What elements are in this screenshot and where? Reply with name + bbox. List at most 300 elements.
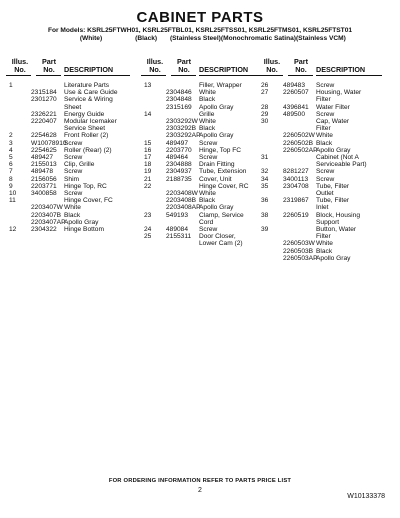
illus-number [141, 204, 166, 211]
part-number: 489497 [166, 139, 189, 147]
parts-row [141, 168, 266, 175]
illus-number: 26 [261, 82, 269, 89]
header-part: Part [294, 57, 308, 66]
illus-number: 12 [9, 226, 17, 234]
part-description: Front Roller (2) [64, 132, 109, 140]
part-number [31, 82, 64, 89]
header-rule [64, 75, 130, 76]
illus-number: 1 [9, 82, 13, 89]
part-description: White [199, 89, 216, 97]
parts-row [6, 89, 131, 96]
part-number [31, 104, 64, 111]
parts-row [6, 96, 131, 103]
part-number [283, 226, 316, 233]
part-number [166, 240, 199, 247]
header-illus: Illus. [11, 57, 29, 66]
parts-row [258, 190, 383, 197]
part-number [283, 190, 316, 197]
parts-row [258, 233, 383, 240]
header-rule [141, 75, 166, 76]
part-description: Screw [199, 139, 218, 147]
parts-row [258, 132, 383, 139]
part-number: 2326221 [31, 110, 57, 118]
part-description: Filler, Wrapper [199, 82, 242, 89]
parts-row [141, 161, 266, 168]
part-number: 2254628 [31, 132, 57, 140]
part-number: 2315184 [31, 89, 57, 97]
parts-row [141, 226, 266, 233]
illus-number [258, 240, 283, 247]
part-description: Hinge Bottom [64, 226, 104, 234]
part-number: 2303292W [166, 118, 198, 126]
part-description: Block, Housing [316, 211, 360, 219]
parts-row [141, 82, 266, 89]
part-number [283, 125, 316, 132]
part-number: 2188735 [166, 175, 192, 183]
part-description: Grille [199, 110, 215, 118]
part-number: 2260502AP [283, 146, 318, 154]
part-number: 4396841 [283, 103, 309, 111]
part-description: Cord [199, 218, 214, 226]
illus-number: 23 [144, 211, 152, 219]
part-number: 489427 [31, 154, 54, 162]
parts-row [141, 154, 266, 161]
illus-number [258, 147, 283, 154]
parts-row [6, 154, 131, 161]
illus-number: 22 [144, 182, 152, 190]
parts-row [258, 147, 383, 154]
header-part: Part [177, 57, 191, 66]
parts-row [258, 140, 383, 147]
part-number: 2304937 [166, 168, 192, 176]
part-description: Filter [316, 96, 331, 104]
parts-row [258, 89, 383, 96]
illus-number [6, 212, 31, 219]
illus-number: 36 [261, 197, 269, 205]
parts-row [6, 226, 131, 233]
parts-row [141, 140, 266, 147]
illus-number: 18 [144, 161, 152, 169]
parts-row [141, 147, 266, 154]
illus-number: 21 [144, 175, 152, 183]
parts-row [6, 161, 131, 168]
illus-number: 25 [144, 233, 152, 241]
part-number [166, 82, 199, 89]
parts-row [6, 168, 131, 175]
parts-row [258, 125, 383, 132]
column-header [141, 58, 266, 82]
illus-number: 7 [9, 168, 13, 176]
parts-row [6, 132, 131, 139]
parts-column-3 [258, 58, 383, 262]
illus-number [141, 132, 166, 139]
model-list [0, 27, 400, 43]
parts-row [258, 161, 383, 168]
parts-row [141, 176, 266, 183]
part-number [166, 219, 199, 226]
model-colors: (White) (Black) (Stainless Steel)(Monochromatic Satina)(Stainless VCM) [54, 35, 346, 42]
parts-row [141, 219, 266, 226]
illus-number [6, 96, 31, 103]
part-description: Black [199, 125, 216, 133]
header-description: DESCRIPTION [199, 65, 249, 74]
illus-number [258, 161, 283, 168]
illus-number [258, 125, 283, 132]
part-number [31, 125, 64, 132]
part-number: 2203408B [166, 197, 197, 205]
parts-row [258, 183, 383, 190]
illus-number: 9 [9, 182, 13, 190]
part-description: Screw [316, 110, 335, 118]
part-description: Apollo Gray [316, 146, 351, 154]
part-description: Screw [199, 154, 218, 162]
part-number [283, 118, 316, 125]
parts-row [141, 132, 266, 139]
illus-number: 16 [144, 146, 152, 154]
illus-number [258, 140, 283, 147]
part-number: 2304888 [166, 161, 192, 169]
part-description: Energy Guide [64, 110, 105, 118]
part-description: Roller (Rear) (2) [64, 146, 112, 154]
illus-number [258, 248, 283, 255]
parts-row [258, 197, 383, 204]
part-number: 2315169 [166, 103, 192, 111]
part-number: 2260503W [283, 240, 315, 248]
part-number [283, 161, 316, 168]
part-number: 2156056 [31, 175, 57, 183]
parts-row [6, 176, 131, 183]
part-description: Apollo Gray [199, 103, 234, 111]
part-description: Apollo Gray [199, 132, 234, 140]
part-number: 3400858 [31, 190, 57, 198]
part-number: 2260503AP [283, 254, 318, 262]
part-description: Screw [316, 82, 335, 89]
header-part-no: No. [178, 65, 190, 74]
part-number: 489478 [31, 168, 54, 176]
illus-number [6, 89, 31, 96]
document-number: W10133378 [347, 493, 385, 500]
illus-number: 30 [261, 118, 269, 126]
header-rule [288, 75, 313, 76]
part-description: Drain Fitting [199, 161, 235, 169]
part-description: Screw [199, 226, 218, 234]
illus-number [141, 197, 166, 204]
ordering-footer: FOR ORDERING INFORMATION REFER TO PARTS PRICE LIST [108, 478, 292, 484]
part-number: 2254625 [31, 146, 57, 154]
part-number: 3400113 [283, 175, 309, 183]
part-description: Apollo Gray [316, 254, 351, 262]
illus-number [141, 219, 166, 226]
part-number: 2155311 [166, 233, 192, 241]
parts-row [141, 125, 266, 132]
part-description: Black [199, 197, 216, 205]
part-description: Black [316, 139, 333, 147]
illus-number [6, 204, 31, 211]
part-number: 8281227 [283, 168, 309, 176]
part-number: 2203407AP [31, 218, 66, 226]
illus-number: 39 [261, 226, 269, 234]
parts-row [258, 240, 383, 247]
illus-number [258, 233, 283, 240]
part-description: Black [64, 211, 81, 219]
parts-row [141, 111, 266, 118]
part-description: White [64, 204, 81, 212]
part-number: 2304708 [283, 182, 309, 190]
illus-number [6, 219, 31, 226]
part-number [31, 197, 64, 204]
parts-rows [141, 82, 266, 248]
part-description: Clamp, Service [199, 211, 244, 219]
header-description: DESCRIPTION [316, 65, 366, 74]
part-number [283, 233, 316, 240]
parts-row [258, 154, 383, 161]
parts-row [6, 190, 131, 197]
part-number [283, 219, 316, 226]
part-description: Modular Icemaker [64, 118, 117, 126]
part-number: 549193 [166, 211, 189, 219]
part-description: Filter [316, 233, 331, 241]
illus-number: 4 [9, 146, 13, 154]
illus-number: 10 [9, 190, 17, 198]
parts-row [258, 111, 383, 118]
illus-number [141, 96, 166, 103]
illus-number: 19 [144, 168, 152, 176]
part-number: 2155013 [31, 161, 57, 169]
part-number [283, 204, 316, 211]
illus-number [141, 190, 166, 197]
parts-rows [6, 82, 131, 233]
part-number: 2304322 [31, 226, 57, 234]
parts-row [141, 96, 266, 103]
illus-number [141, 118, 166, 125]
header-part-no: No. [295, 65, 307, 74]
header-part: Part [42, 57, 56, 66]
parts-row [141, 204, 266, 211]
part-description: Apollo Gray [199, 204, 234, 212]
part-description: Water Filter [316, 103, 350, 111]
part-number: 2203771 [31, 182, 57, 190]
parts-row [258, 118, 383, 125]
part-number: 2303292B [166, 125, 197, 133]
part-number: 2260503B [283, 247, 314, 255]
illus-number: 13 [144, 82, 152, 89]
parts-row [141, 233, 266, 240]
part-number: 2260502B [283, 139, 314, 147]
parts-row [258, 255, 383, 262]
parts-row [6, 219, 131, 226]
part-number: 2304848 [166, 96, 192, 104]
part-description: Button, Water [316, 226, 357, 234]
part-description: Black [316, 247, 333, 255]
part-number [166, 111, 199, 118]
parts-row [258, 82, 383, 89]
illus-number: 5 [9, 154, 13, 162]
column-header [258, 58, 383, 82]
part-number: 2220407 [31, 118, 57, 126]
header-rule [36, 75, 61, 76]
header-rule [199, 75, 265, 76]
part-description: Hinge Cover, RC [199, 182, 249, 190]
part-number: 489084 [166, 226, 189, 234]
part-description: Tube, Filter [316, 197, 350, 205]
parts-row [6, 104, 131, 111]
parts-row [141, 104, 266, 111]
part-description: Support [316, 218, 340, 226]
parts-column-1 [6, 58, 131, 233]
header-illus-no: No. [266, 65, 278, 74]
part-description: Tube, Extension [199, 168, 247, 176]
part-number: 2203407B [31, 211, 62, 219]
part-number: 2260502W [283, 132, 315, 140]
part-description: Cover, Unit [199, 175, 232, 183]
part-description: Hinge Cover, FC [64, 197, 113, 205]
part-description: White [316, 240, 333, 248]
illus-number [258, 255, 283, 262]
parts-row [6, 204, 131, 211]
illus-number [6, 125, 31, 132]
parts-row [141, 197, 266, 204]
parts-row [6, 111, 131, 118]
header-rule [171, 75, 196, 76]
illus-number [258, 132, 283, 139]
part-description: Apollo Gray [64, 218, 99, 226]
parts-row [6, 197, 131, 204]
part-description: Screw [64, 154, 83, 162]
part-description: Serviceable Part) [316, 161, 367, 169]
illus-number [258, 204, 283, 211]
parts-row [141, 240, 266, 247]
part-description: Screw [64, 190, 83, 198]
illus-number: 11 [9, 197, 16, 205]
part-number: 2260507 [283, 89, 309, 97]
part-description: Use & Care Guide [64, 89, 118, 97]
illus-number: 17 [144, 154, 152, 162]
part-description: Black [199, 96, 216, 104]
parts-row [141, 118, 266, 125]
header-rule [316, 75, 382, 76]
part-description: Service Sheet [64, 125, 106, 133]
part-description: Screw [316, 168, 335, 176]
illus-number [141, 104, 166, 111]
parts-row [258, 212, 383, 219]
illus-number: 27 [261, 89, 269, 97]
illus-number [141, 89, 166, 96]
parts-row [258, 168, 383, 175]
illus-number: 3 [9, 139, 13, 147]
illus-number [258, 96, 283, 103]
part-number: 2319867 [283, 197, 309, 205]
illus-number: 35 [261, 182, 269, 190]
parts-row [6, 140, 131, 147]
part-description: Filter [316, 125, 331, 133]
page-number: 2 [198, 487, 202, 494]
part-number: 2203407W [31, 204, 63, 212]
parts-column-2 [141, 58, 266, 248]
illus-number: 24 [144, 226, 152, 234]
part-description: Hinge, Top FC [199, 146, 242, 154]
part-description: Screw [316, 175, 335, 183]
illus-number: 34 [261, 175, 269, 183]
part-number: 2303292AP [166, 132, 201, 140]
part-description: Hinge Top, RC [64, 182, 107, 190]
parts-row [6, 118, 131, 125]
illus-number: 8 [9, 175, 13, 183]
parts-row [6, 183, 131, 190]
part-description: White [316, 132, 333, 140]
illus-number [6, 111, 31, 118]
header-illus-no: No. [14, 65, 26, 74]
illus-number: 2 [9, 132, 13, 140]
parts-row [258, 248, 383, 255]
header-rule [258, 75, 283, 76]
part-description: Literature Parts [64, 82, 110, 89]
parts-row [258, 226, 383, 233]
part-number: 2260519 [283, 211, 309, 219]
header-rule [6, 75, 31, 76]
part-number: 2203408W [166, 190, 198, 198]
model-numbers: For Models: KSRL25FTWH01, KSRL25FTBL01, KSRL25FTSS01, KSRL25FTMS01, KSRL25FTST01 [47, 27, 353, 34]
part-number: 489464 [166, 154, 189, 162]
parts-row [141, 89, 266, 96]
parts-row [258, 204, 383, 211]
part-number [166, 183, 199, 190]
parts-row [6, 147, 131, 154]
parts-rows [258, 82, 383, 262]
header-description: DESCRIPTION [64, 65, 114, 74]
parts-row [258, 176, 383, 183]
part-description: Housing, Water [316, 89, 362, 97]
part-description: Tube, Filter [316, 182, 350, 190]
part-description: Lower Cam (2) [199, 240, 243, 248]
part-number: 489483 [283, 82, 306, 89]
part-number: 2203408AP [166, 204, 201, 212]
illus-number [258, 219, 283, 226]
part-number: 489500 [283, 110, 306, 118]
part-number: 2301270 [31, 96, 57, 104]
part-number: 2304846 [166, 89, 192, 97]
part-description: Shim [64, 175, 80, 183]
part-description: Clip, Grille [64, 161, 95, 169]
illus-number [6, 104, 31, 111]
part-description: Door Closer, [199, 233, 236, 241]
part-description: Inlet [316, 204, 329, 212]
parts-row [6, 125, 131, 132]
parts-row [6, 212, 131, 219]
illus-number: 15 [144, 139, 152, 147]
parts-row [141, 183, 266, 190]
part-description: Cabinet (Not A [316, 154, 359, 162]
column-header [6, 58, 131, 82]
page-title: CABINET PARTS [136, 9, 264, 26]
part-number: W10078910 [31, 139, 67, 147]
illus-number: 31 [261, 154, 269, 162]
header-illus: Illus. [146, 57, 164, 66]
part-number: 2203770 [166, 146, 192, 154]
part-description: White [199, 190, 216, 198]
part-description: Screw [64, 139, 83, 147]
parts-row [258, 104, 383, 111]
parts-row [6, 82, 131, 89]
header-illus-no: No. [149, 65, 161, 74]
parts-row [141, 212, 266, 219]
illus-number [141, 240, 166, 247]
part-description: Cap, Water [316, 118, 350, 126]
part-description: Sheet [64, 103, 82, 111]
part-number [283, 96, 316, 103]
part-description: Service & Wiring [64, 96, 113, 104]
illus-number: 14 [144, 110, 152, 118]
header-illus: Illus. [263, 57, 281, 66]
